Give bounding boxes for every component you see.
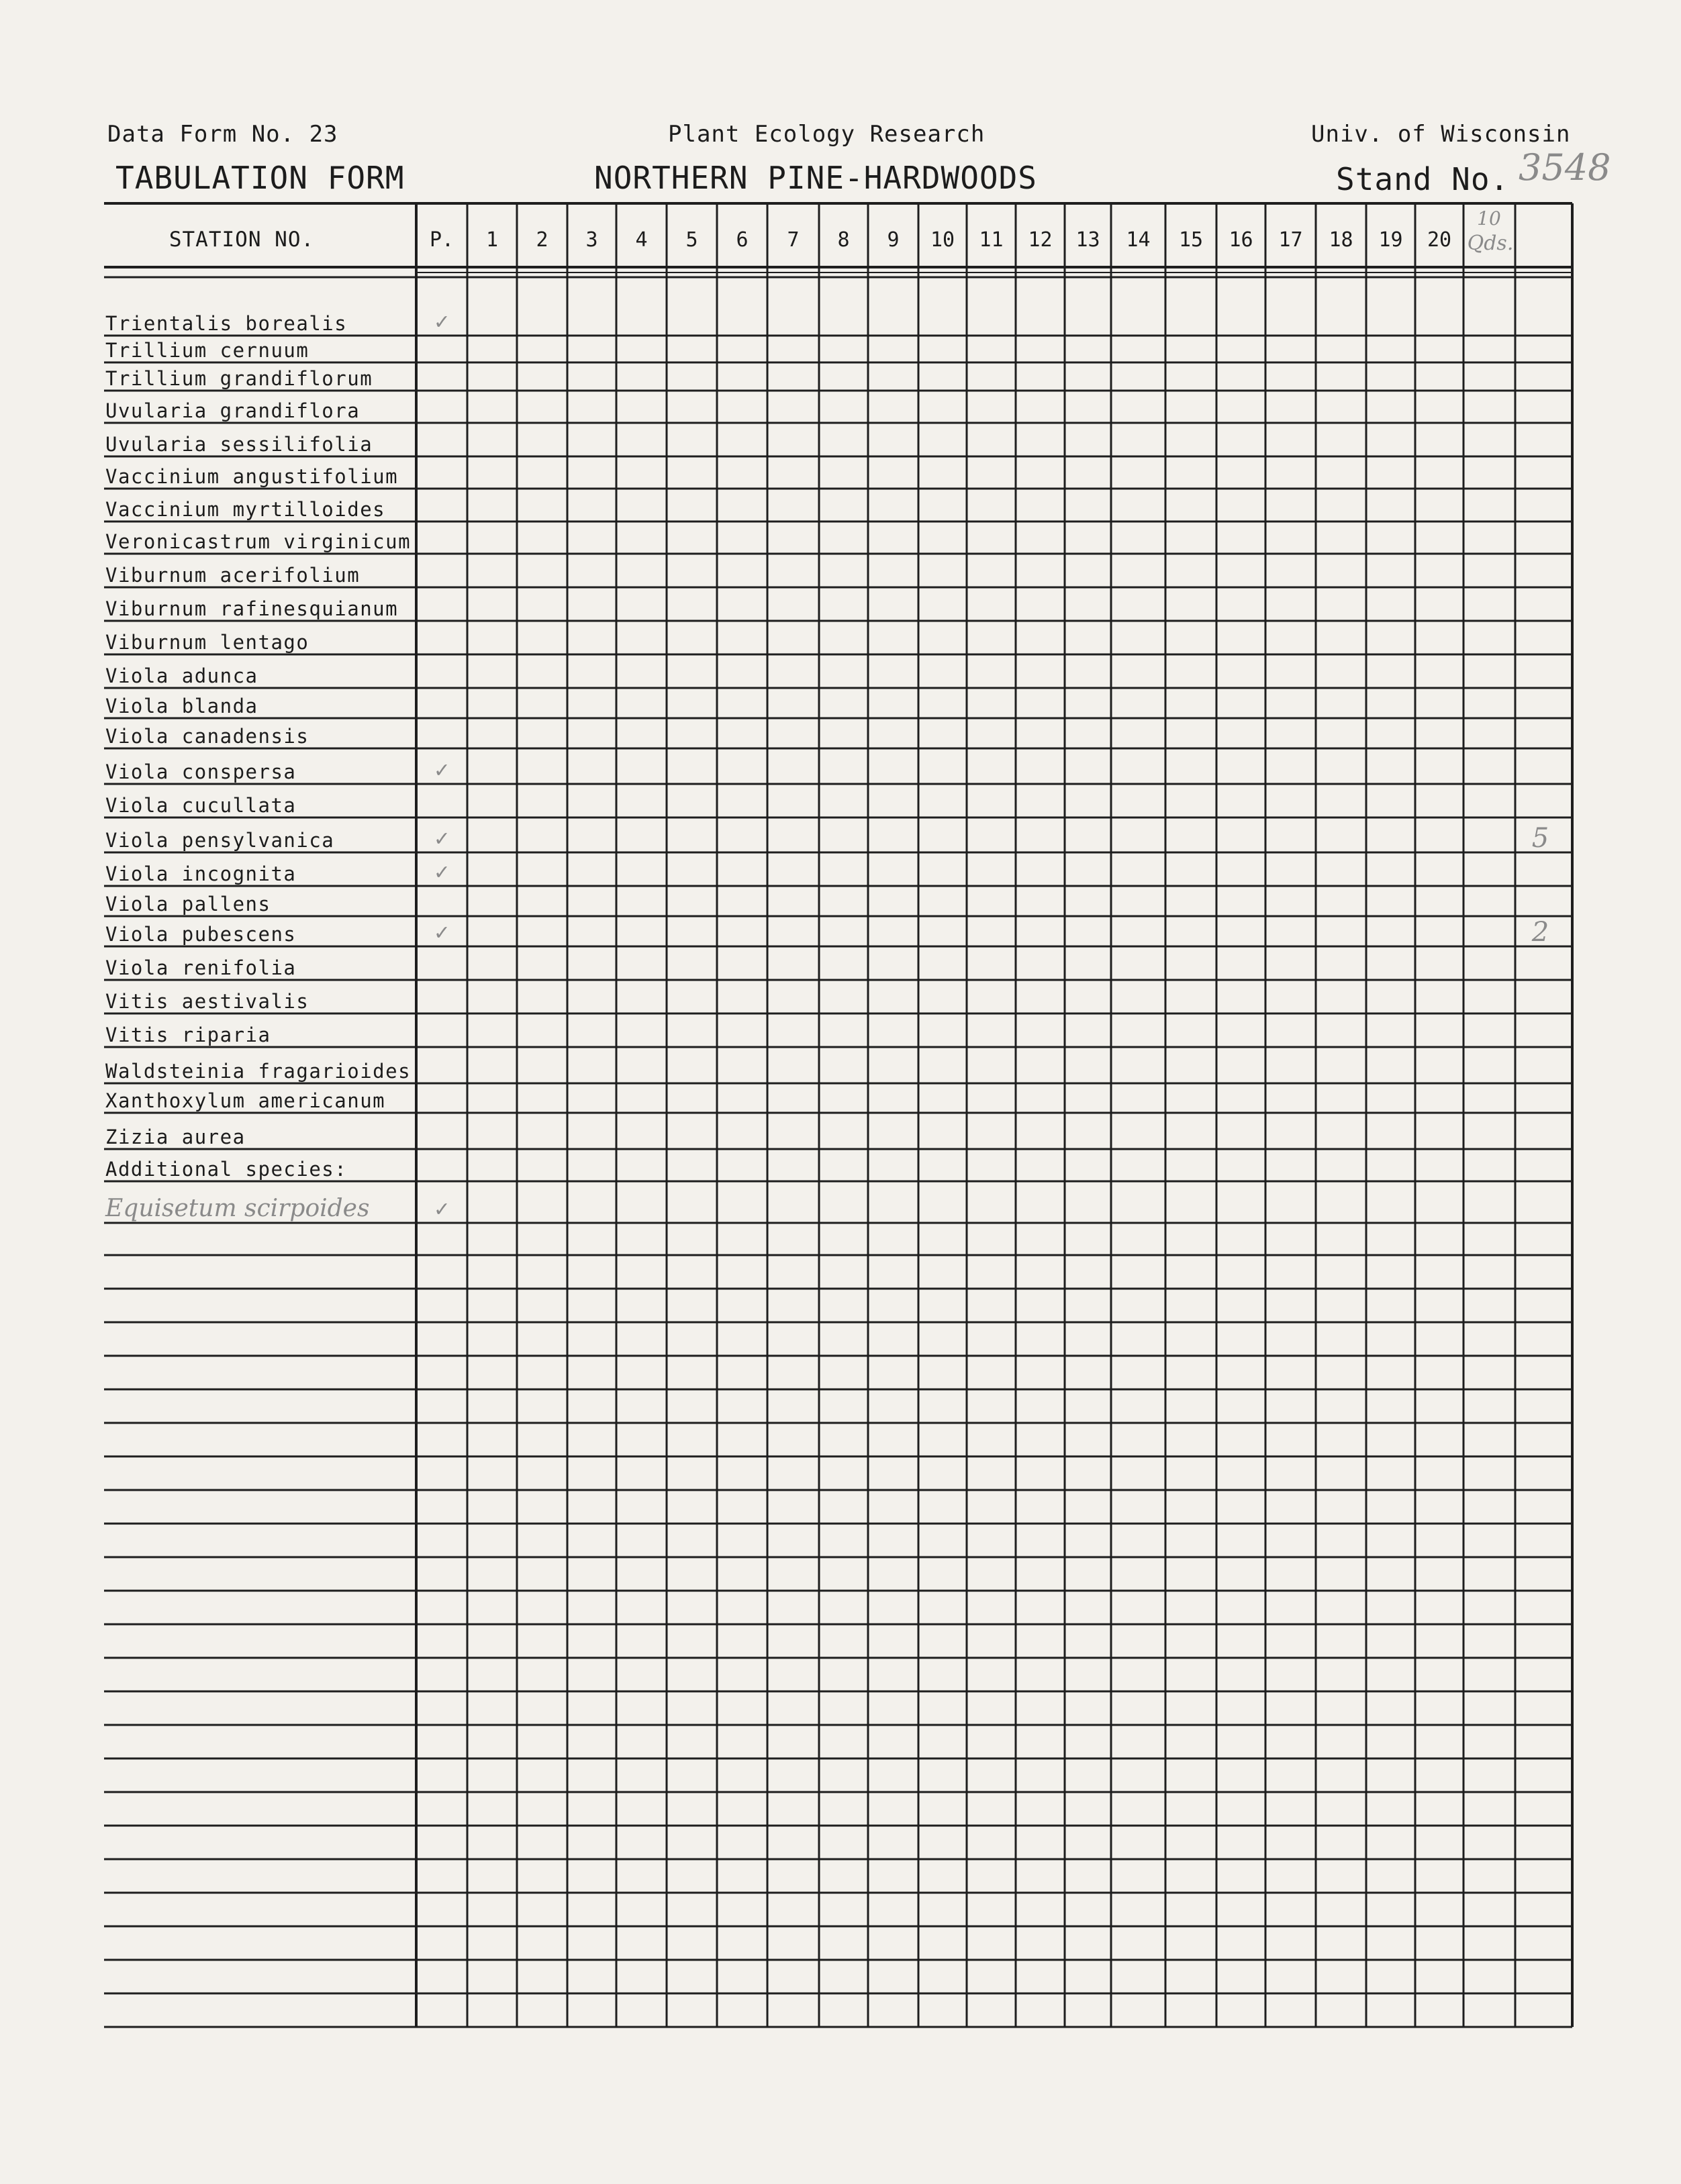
species-name: Veronicastrum virginicum: [105, 530, 412, 553]
column-header-P.: P.: [429, 228, 454, 252]
station-no-header: STATION NO.: [169, 228, 315, 252]
form-title: TABULATION FORM: [115, 160, 405, 196]
grid-labels: [105, 207, 1549, 1222]
column-header-11: 11: [979, 228, 1004, 252]
presence-check: ✓: [434, 858, 449, 885]
species-name: Viola pensylvanica: [105, 829, 335, 852]
column-header-18: 18: [1329, 228, 1353, 252]
species-name: Vitis riparia: [105, 1024, 271, 1046]
community-title: NORTHERN PINE-HARDWOODS: [594, 160, 1037, 196]
column-header-5: 5: [685, 228, 698, 252]
extra-column-note: 10: [1477, 207, 1501, 230]
extra-column-note-qds: Qds.: [1467, 232, 1514, 255]
column-header-16: 16: [1229, 228, 1253, 252]
species-name: Trillium grandiflorum: [105, 367, 373, 390]
species-name: Uvularia grandiflora: [105, 399, 361, 422]
additional-species-name: Equisetum scirpoides: [105, 1195, 370, 1222]
species-name: Xanthoxylum americanum: [105, 1089, 386, 1112]
species-name: Trientalis borealis: [105, 312, 348, 335]
research-title: Plant Ecology Research: [668, 121, 986, 148]
species-name: Viburnum acerifolium: [105, 564, 361, 587]
species-name: Viburnum rafinesquianum: [105, 597, 399, 620]
university-name: Univ. of Wisconsin: [1311, 121, 1571, 148]
species-name: Viola cucullata: [105, 794, 297, 817]
column-header-17: 17: [1278, 228, 1303, 252]
species-name: Viola pubescens: [105, 923, 297, 946]
column-header-12: 12: [1028, 228, 1053, 252]
presence-check: ✓: [434, 756, 449, 783]
form-number: Data Form No. 23: [107, 121, 338, 148]
column-header-15: 15: [1178, 228, 1204, 252]
species-name: Additional species:: [105, 1158, 348, 1181]
species-name: Vitis aestivalis: [105, 990, 309, 1013]
column-header-14: 14: [1126, 228, 1151, 252]
presence-check: ✓: [434, 1195, 449, 1222]
column-header-2: 2: [536, 228, 548, 252]
column-header-8: 8: [837, 228, 850, 252]
column-header-10: 10: [930, 228, 955, 252]
species-name: Viola canadensis: [105, 725, 309, 748]
species-name: Viola pallens: [105, 893, 271, 915]
column-header-19: 19: [1378, 228, 1403, 252]
species-name: Vaccinium angustifolium: [105, 465, 399, 488]
species-name: Viola renifolia: [105, 956, 297, 979]
column-header-6: 6: [736, 228, 749, 252]
species-name: Viola adunca: [105, 664, 258, 687]
column-header-7: 7: [787, 228, 800, 252]
column-header-4: 4: [635, 228, 648, 252]
species-name: Trillium cernuum: [105, 339, 309, 362]
species-name: Vaccinium myrtilloides: [105, 498, 386, 521]
species-name: Zizia aurea: [105, 1126, 246, 1148]
stand-number-handwritten: 3548: [1519, 146, 1611, 189]
stand-label: Stand No.: [1336, 161, 1510, 197]
extra-column-value: 2: [1531, 917, 1549, 948]
column-header-3: 3: [585, 228, 598, 252]
species-name: Viola incognita: [105, 862, 297, 885]
column-header-13: 13: [1075, 228, 1100, 252]
column-header-1: 1: [485, 228, 499, 252]
presence-check: ✓: [434, 825, 449, 852]
species-name: Viola conspersa: [105, 760, 297, 783]
column-header-9: 9: [887, 228, 900, 252]
column-header-20: 20: [1427, 228, 1452, 252]
species-name: Uvularia sessilifolia: [105, 433, 373, 456]
presence-check: ✓: [434, 308, 449, 335]
species-name: Viburnum lentago: [105, 631, 309, 654]
presence-check: ✓: [434, 919, 449, 946]
species-name: Waldsteinia fragarioides: [105, 1060, 412, 1083]
species-name: Viola blanda: [105, 695, 258, 717]
extra-column-value: 5: [1531, 823, 1549, 854]
